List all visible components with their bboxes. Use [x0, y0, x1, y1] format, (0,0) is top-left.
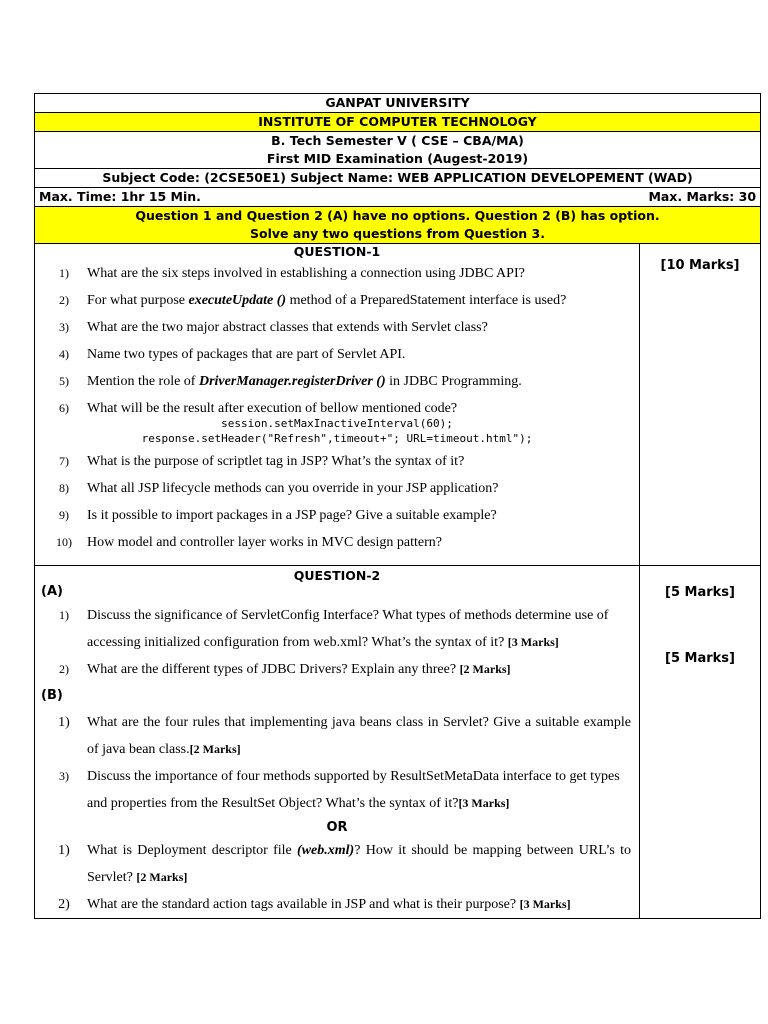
question-1-item — [35, 341, 639, 368]
subject-line: Subject Code: (2CSE50E1) Subject Name: WEB APPLICATION DEVELOPEMENT (WAD) — [35, 169, 761, 188]
question-text: What are the two major abstract classes that extends with Servlet class? — [87, 320, 488, 335]
question-number: 5) — [59, 374, 69, 388]
or-separator: OR — [326, 820, 348, 835]
question-1-item — [35, 448, 639, 475]
exam-paper — [34, 93, 760, 919]
question-number: 2) — [59, 293, 69, 307]
question-text-end: ? How it should be mapping between URL’s to Servlet? — [87, 843, 632, 885]
question-number: 1) — [59, 266, 69, 280]
question-text: What all JSP lifecycle methods can you override in your JSP application? — [87, 481, 499, 496]
question-text: What is the purpose of scriptlet tag in JSP? What’s the syntax of it? — [87, 454, 465, 469]
exam-title: First MID Examination (Augest-2019) — [266, 151, 529, 166]
question-number: 9) — [59, 508, 69, 522]
question-text: What are the four rules that implementing java beans class in Servlet? Give a suitable example of java bean class. — [87, 715, 631, 757]
question-text: What are the standard action tags available in JSP and what is their purpose? — [87, 897, 517, 912]
code-line-2: response.setHeader("Refresh",timeout+"; URL=timeout.html"); — [141, 432, 533, 445]
question-text-end: method of a PreparedStatement interface is used? — [286, 293, 567, 308]
question-1-item — [35, 287, 639, 314]
question-marks: [2 Marks] — [189, 742, 241, 756]
part-a-question-2 — [35, 656, 639, 683]
question-1-item — [35, 314, 639, 341]
question-text: Discuss the significance of ServletConfig Interface? What types of methods determine use of accessing initialized configuration from web.xml? What’s the syntax of it? — [87, 608, 609, 650]
max-marks: Max. Marks: 30 — [648, 189, 757, 204]
option-question-1 — [35, 837, 639, 891]
question-number: 1) — [58, 715, 70, 730]
question-text: What are the different types of JDBC Drivers? Explain any three? — [87, 662, 457, 677]
program-title: B. Tech Semester V ( CSE – CBA/MA) — [271, 133, 524, 148]
question-number: 3) — [59, 320, 69, 334]
question-1-item — [35, 475, 639, 502]
question-1-marks: [10 Marks] — [660, 258, 740, 273]
institute-name: INSTITUTE OF COMPUTER TECHNOLOGY — [35, 113, 761, 132]
question-marks: [3 Marks] — [458, 796, 510, 810]
question-1-item — [35, 368, 639, 395]
question-number: 4) — [59, 347, 69, 361]
question-1-item — [35, 529, 639, 556]
question-text: For what purpose — [87, 293, 189, 308]
question-text-end: in JDBC Programming. — [385, 374, 522, 389]
question-marks: [2 Marks] — [459, 662, 511, 676]
question-number: 7) — [59, 454, 69, 468]
instructions — [35, 207, 761, 244]
question-number: 8) — [59, 481, 69, 495]
option-question-2 — [35, 891, 639, 918]
question-1-item — [35, 502, 639, 529]
question-number: 1) — [59, 608, 69, 622]
code-line-1: session.setMaxInactiveInterval(60); — [221, 417, 453, 430]
question-text: Name two types of packages that are part of Servlet API. — [87, 347, 406, 362]
question-number: 10) — [56, 535, 72, 549]
question-marks: [3 Marks] — [519, 897, 571, 911]
question-1-item — [35, 395, 639, 422]
question-number: 2) — [59, 662, 69, 676]
question-marks: [2 Marks] — [136, 870, 188, 884]
question-text: How model and controller layer works in MVC design pattern? — [87, 535, 442, 550]
question-number: 6) — [59, 401, 69, 415]
question-text-start: What is Deployment descriptor file — [87, 843, 298, 858]
program-exam-block — [35, 132, 761, 169]
question-text-emphasis: DriverManager.registerDriver () — [198, 374, 386, 389]
question-1-marks-cell — [640, 244, 761, 566]
question-1-item — [35, 260, 639, 287]
question-text: What will be the result after execution of bellow mentioned code? — [87, 401, 458, 416]
question-number: 1) — [58, 843, 70, 858]
part-a-question-1 — [35, 602, 639, 656]
question-2-title: QUESTION-2 — [293, 568, 381, 583]
part-b-label: (B) — [41, 688, 63, 703]
instructions-line-2: Solve any two questions from Question 3. — [250, 226, 546, 241]
exam-table — [34, 93, 761, 919]
max-time: Max. Time: 1hr 15 Min. — [39, 189, 201, 204]
question-1-title: QUESTION-1 — [293, 244, 381, 259]
question-text: Is it possible to import packages in a JSP page? Give a suitable example? — [87, 508, 497, 523]
question-marks: [3 Marks] — [507, 635, 559, 649]
question-text-emphasis: (web.xml) — [297, 843, 355, 858]
question-number: 3) — [59, 769, 69, 783]
question-2-section — [35, 566, 640, 919]
question-text: What are the six steps involved in establishing a connection using JDBC API? — [87, 266, 525, 281]
university-name: GANPAT UNIVERSITY — [35, 94, 761, 113]
part-b-marks: [5 Marks] — [665, 651, 735, 666]
part-b-question-3 — [35, 763, 639, 817]
question-text: Mention the role of — [87, 374, 199, 389]
question-1-section — [35, 244, 640, 566]
instructions-line-1: Question 1 and Question 2 (A) have no options. Question 2 (B) has option. — [135, 208, 660, 223]
question-number: 2) — [58, 897, 70, 912]
question-2-marks-cell — [640, 566, 761, 919]
question-text: Discuss the importance of four methods supported by ResultSetMetaData interface to get types and properties from the ResultSet Object? What’s the syntax of it? — [87, 769, 620, 811]
question-text-emphasis: executeUpdate () — [188, 293, 287, 308]
question-1-list — [35, 260, 639, 556]
part-b-question-1 — [35, 709, 639, 763]
part-a-label: (A) — [41, 584, 63, 599]
time-marks-row — [35, 188, 761, 207]
part-a-marks: [5 Marks] — [665, 585, 735, 600]
